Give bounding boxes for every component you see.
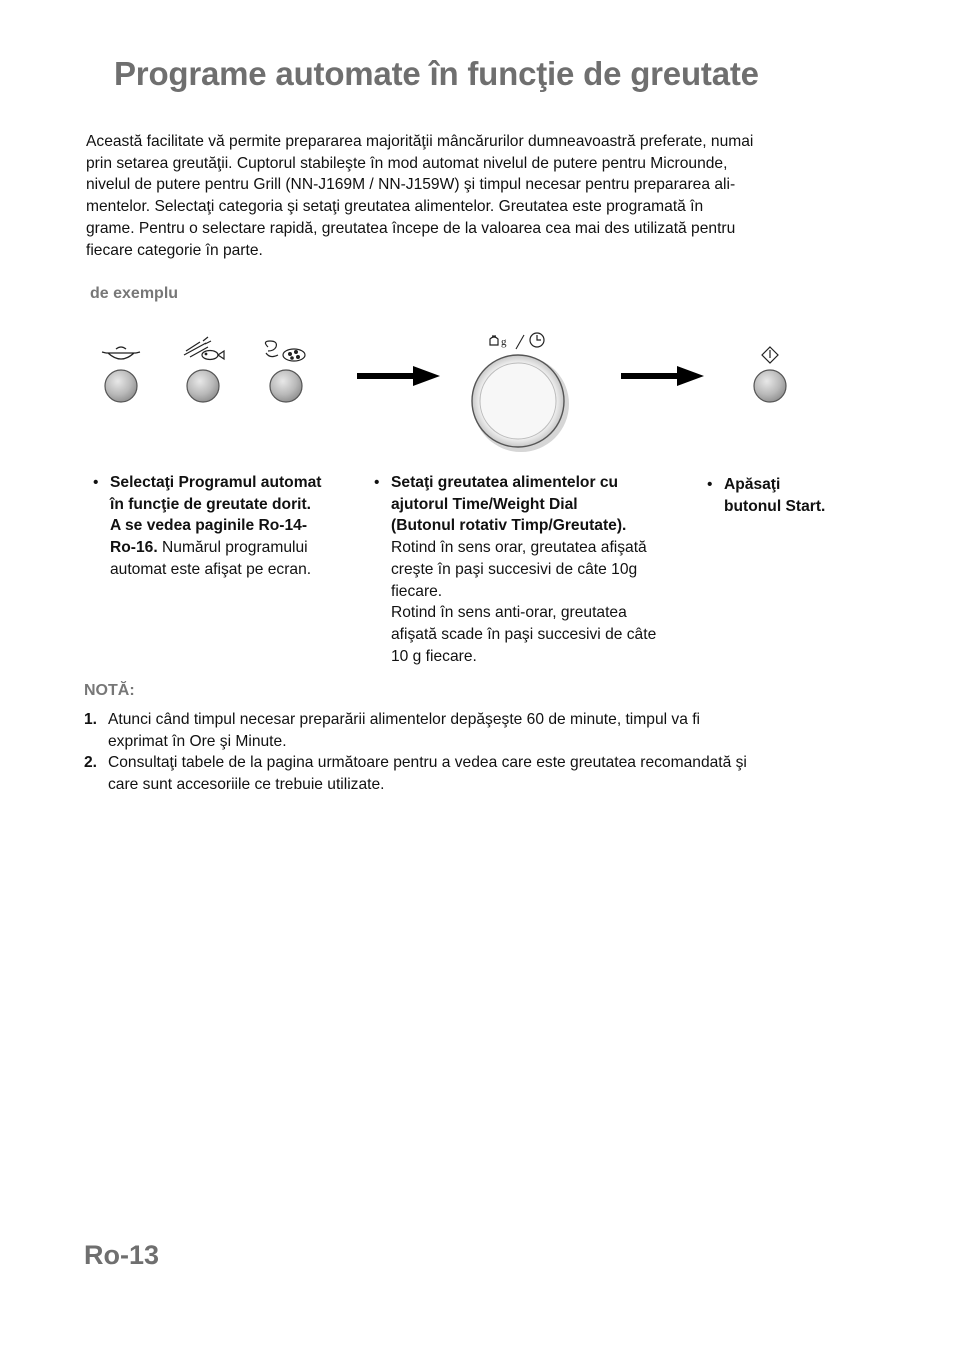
- intro-line: nivelul de putere pentru Grill (NN-J169M / NN-J159W) şi timpul necesar pentru prepararea ali-: [86, 176, 736, 194]
- step-text-line: automat este afişat pe ecran.: [110, 560, 312, 578]
- weight-icon: [490, 336, 498, 345]
- note-label: NOTĂ:: [84, 682, 135, 699]
- arrow-right-icon: [357, 366, 440, 386]
- step-text-line: (Butonul rotativ Timp/Greutate).: [391, 517, 627, 535]
- frozen-food-icon: [265, 341, 305, 361]
- bullet: •: [707, 476, 713, 493]
- slash-divider: [516, 335, 524, 349]
- note-text-line: Consultaţi tabele de la pagina următoare pentru a vedea care este greutatea recomandată şi: [108, 754, 747, 772]
- step-select-program: [93, 472, 322, 581]
- intro-paragraph: [86, 131, 836, 261]
- intro-line: prin setarea greutăţii. Cuptorul stabileşte în mod automat nivelul de putere pentru Microunde,: [86, 154, 728, 172]
- operation-diagram: [0, 325, 954, 455]
- note-number: 1.: [84, 711, 98, 728]
- step-text-line: Apăsaţi: [724, 476, 781, 493]
- start-button[interactable]: [754, 370, 786, 402]
- bullet: •: [374, 474, 380, 491]
- step-text-line: Selectaţi Programul automat: [110, 474, 322, 491]
- arrow-right-icon: [621, 366, 704, 386]
- step-text-line: fiecare.: [391, 582, 443, 600]
- step-text-line: creşte în paşi succesivi de câte 10g: [391, 560, 638, 578]
- page-title: Programe automate în funcţie de greutate: [114, 55, 759, 92]
- page-number: Ro-13: [84, 1240, 160, 1270]
- step-text-line: în funcţie de greutate dorit.: [110, 495, 311, 513]
- intro-line: mentelor. Selectaţi categoria şi setaţi greutatea alimentelor. Greutatea este programată în: [86, 198, 704, 216]
- auto-weight-button-2[interactable]: [187, 370, 219, 402]
- step-text-line: 10 g fiecare.: [391, 647, 477, 665]
- auto-weight-button-3[interactable]: [270, 370, 302, 402]
- note-text-line: care sunt accesoriile ce trebuie utilizate.: [108, 776, 385, 794]
- pot-icon: [102, 347, 140, 359]
- note-text-line: exprimat în Ore şi Minute.: [108, 732, 287, 750]
- weight-unit-label: g: [501, 336, 507, 348]
- time-weight-dial[interactable]: [472, 355, 569, 452]
- step-text-line: A se vedea paginile Ro-14-: [110, 517, 308, 535]
- step-set-weight: [374, 472, 657, 667]
- intro-line: grame. Pentru o selectare rapidă, greutatea începe de la valoarea cea mai des utilizată pentru: [86, 219, 736, 237]
- example-label: de exemplu: [90, 285, 179, 302]
- step-text-line: butonul Start.: [724, 497, 826, 515]
- auto-weight-button-1[interactable]: [105, 370, 137, 402]
- note-item: [84, 709, 844, 752]
- step-press-start: [707, 474, 826, 517]
- note-list: [84, 709, 844, 796]
- step-text-line: Ro-16. Numărul programului: [110, 539, 308, 557]
- step-text-line: Rotind în sens anti-orar, greutatea: [391, 604, 627, 622]
- vegetables-fish-icon: [184, 337, 224, 360]
- step-text-line: ajutorul Time/Weight Dial: [391, 495, 578, 513]
- intro-line: fiecare categorie în parte.: [86, 241, 263, 259]
- bullet: •: [93, 474, 99, 491]
- step-text-line: afişată scade în paşi succesivi de câte: [391, 625, 657, 643]
- clock-icon: [530, 333, 544, 347]
- note-item: [84, 752, 844, 795]
- intro-line: Această facilitate vă permite prepararea majorităţii mâncărurilor dumneavoastră preferate, numai: [86, 133, 754, 150]
- step-text-line: Setaţi greutatea alimentelor cu: [391, 474, 619, 491]
- start-icon: [762, 347, 778, 363]
- step-text-line: Rotind în sens orar, greutatea afişată: [391, 539, 647, 557]
- note-number: 2.: [84, 754, 98, 772]
- note-text-line: Atunci când timpul necesar preparării alimentelor depăşeşte 60 de minute, timpul va fi: [108, 711, 701, 728]
